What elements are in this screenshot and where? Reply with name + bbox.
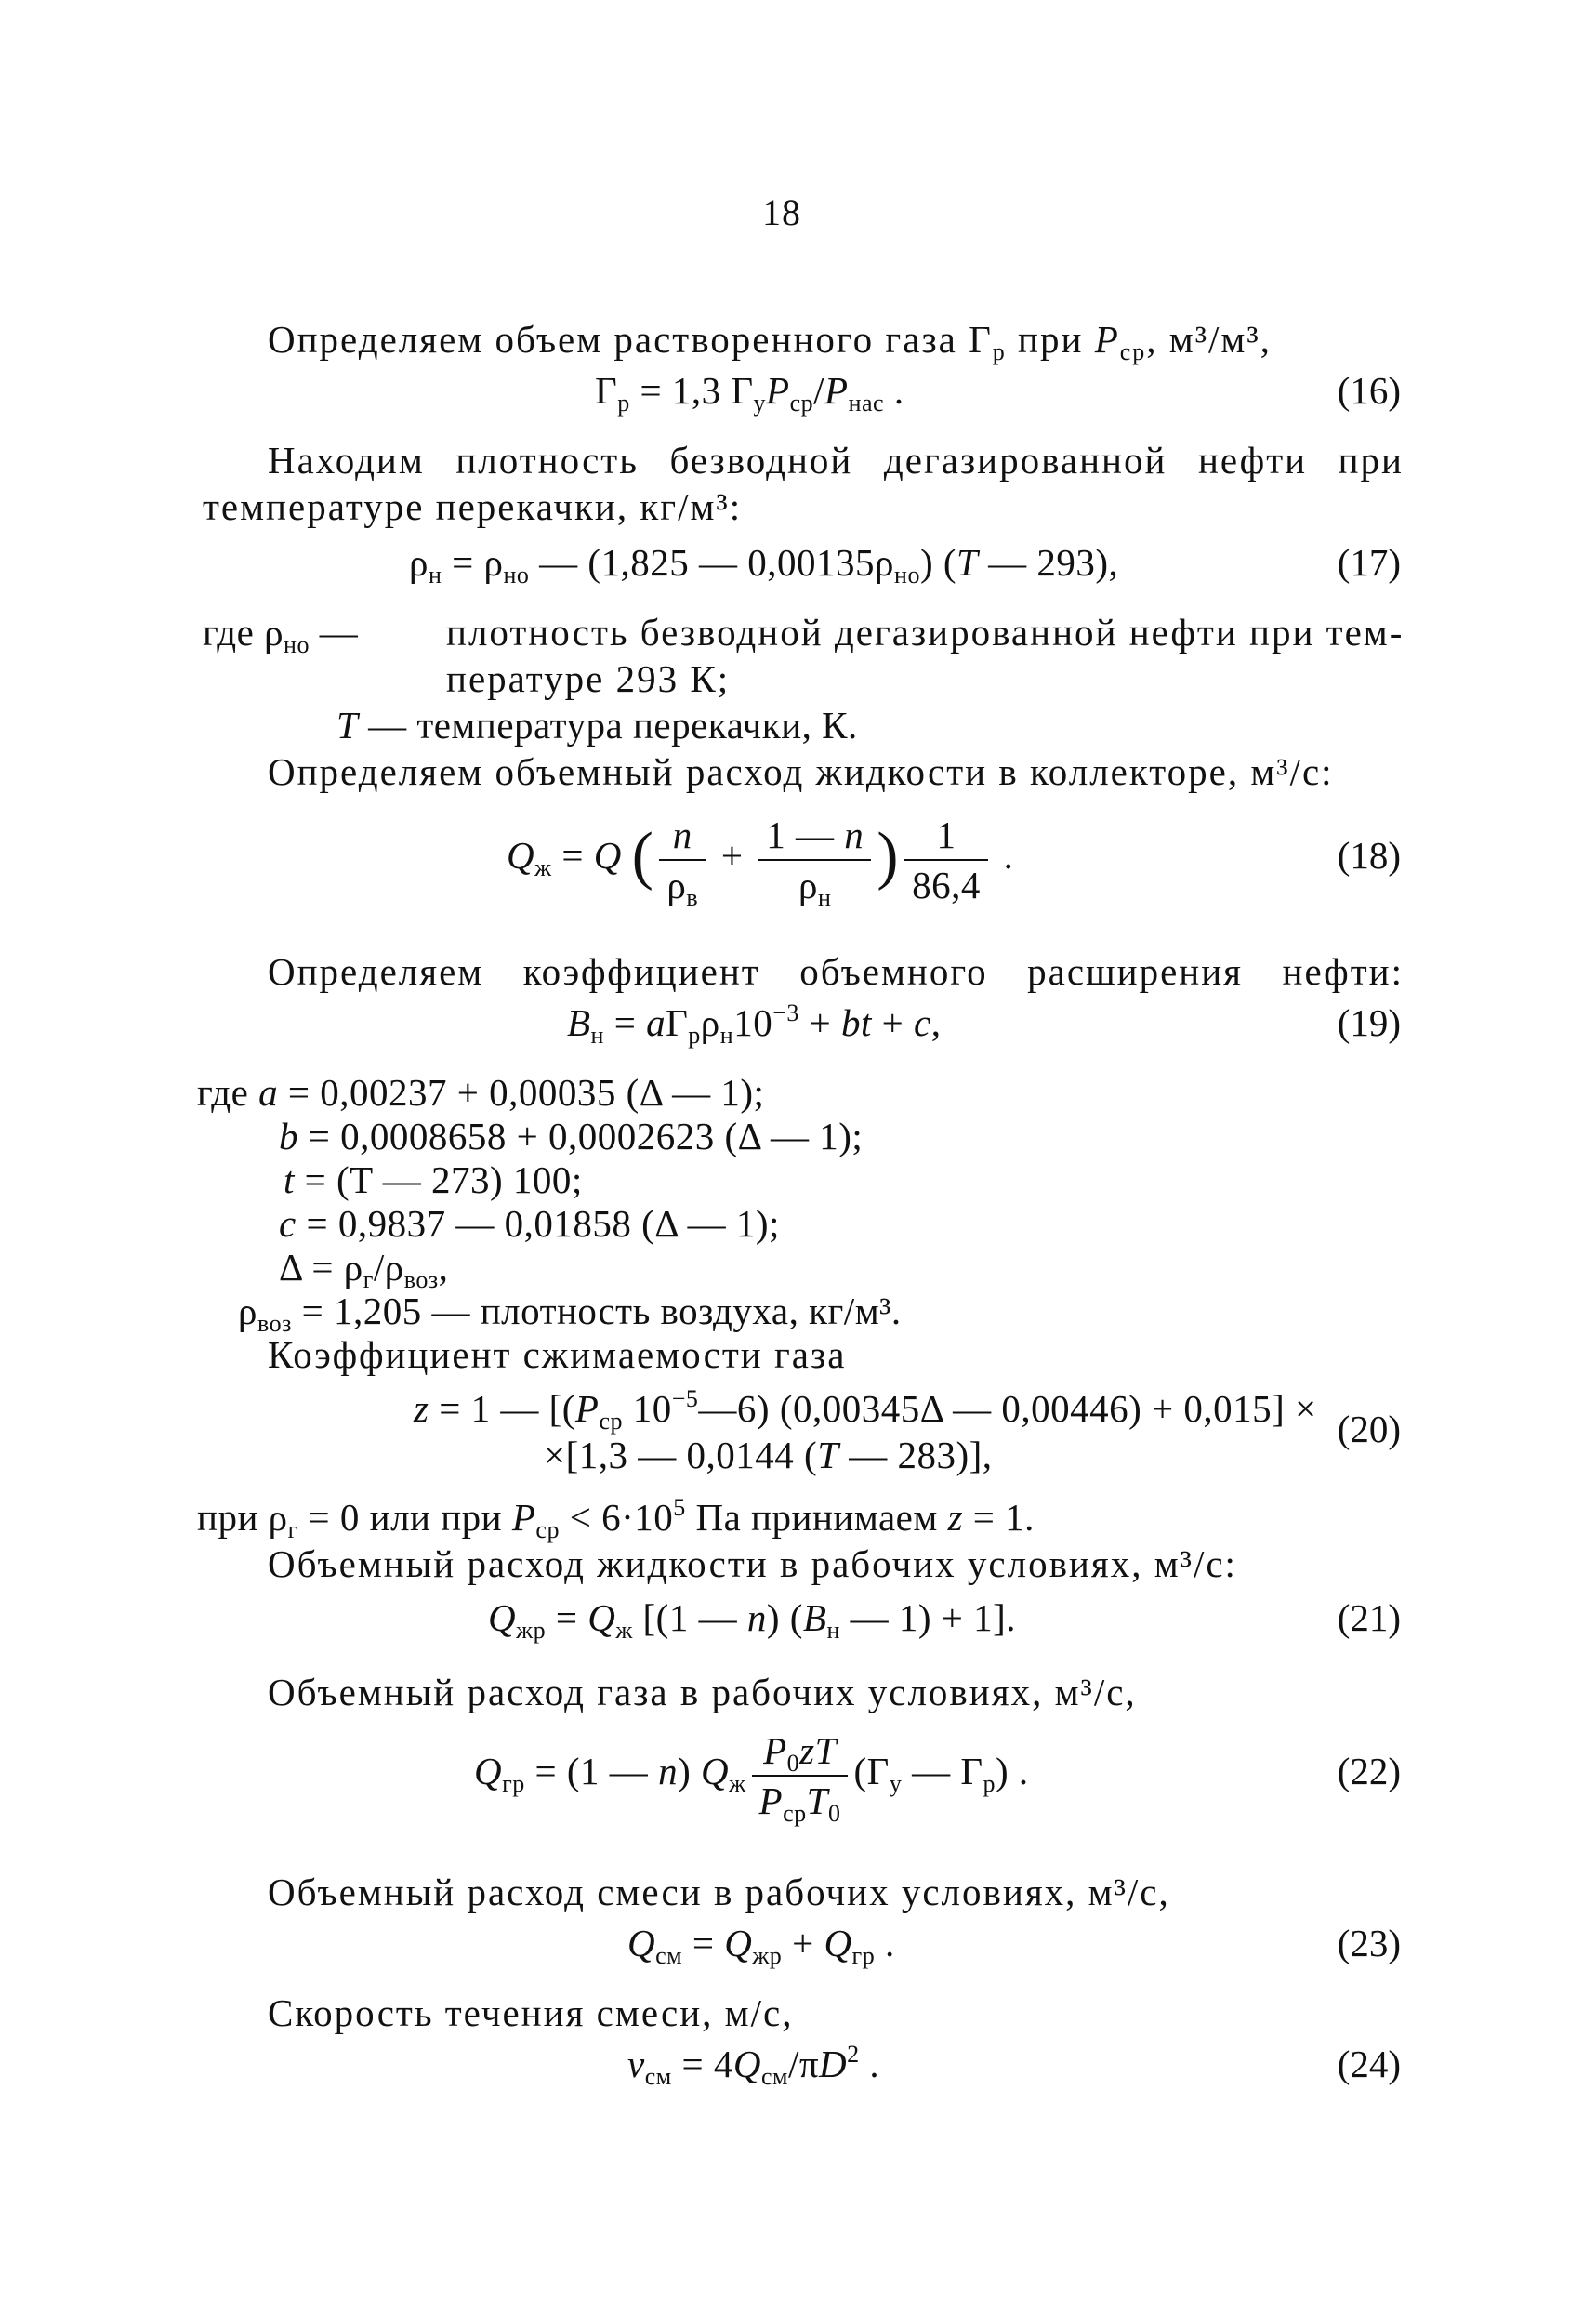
formula-20-line2: ×[1,3 — 0,0144 (T — 283)], xyxy=(544,1434,993,1476)
equation-number-21: (21) xyxy=(1337,1596,1401,1639)
def-c: c = 0,9837 — 0,01858 (Δ — 1); xyxy=(279,1202,780,1245)
equation-number-19: (19) xyxy=(1337,1001,1401,1044)
where-rho-text-line2: пературе 293 К; xyxy=(446,657,731,700)
paragraph-mixture-working: Объемный расход смеси в рабочих условиях, м³/с, xyxy=(268,1871,1170,1913)
formula-24: $v_{см} = 4Q_{см}/\pi D^2$ . xyxy=(627,2041,880,2090)
equation-number-23: (23) xyxy=(1337,1922,1401,1964)
formula-22: $Q_{гр} = (1$ — n) $Q_ж$ $\frac{P_0zT}{P_{ср}T_0}$ ($Г_у$ — $Г_р$) . xyxy=(474,1728,1029,1827)
formula-23: $Q_{см} = Q_{жр} + Q_{гр}$ . xyxy=(627,1922,895,1969)
paragraph-oil-density-line2: температуре перекачки, кг/м³: xyxy=(203,485,743,528)
formula-19: $B_н = aГ_р\rho_н10^{-3}$ + bt + c, xyxy=(567,999,942,1049)
page-number: 18 xyxy=(762,192,801,233)
paragraph-expansion-coef: Определяем коэффициент объемного расширения нефти: xyxy=(268,950,1404,993)
text: , м³/м³, xyxy=(1146,318,1272,361)
paragraph-dissolved-gas: Определяем объем растворенного газа $Г_р$ при $P_{ср}$, м³/м³, xyxy=(268,318,1272,365)
condition-line: при $\rho_г = 0$ или при $P_{ср} < 6\cdot 10^5$ Па принимаем z = 1. xyxy=(197,1494,1035,1543)
paragraph-oil-density-line1: Находим плотность безводной дегазированной нефти при xyxy=(268,439,1404,482)
def-a: где a = 0,00237 + 0,00035 (Δ — 1); xyxy=(197,1071,765,1114)
paragraph-liquid-flow: Определяем объемный расход жидкости в коллекторе, м³/с: xyxy=(268,750,1334,793)
equation-number-16: (16) xyxy=(1337,369,1401,412)
where-rho-text-line1: плотность безводной дегазированной нефти при тем- xyxy=(446,611,1405,654)
def-delta: $\Delta = \rho_г/\rho_{воз}$, xyxy=(279,1246,449,1293)
equation-number-18: (18) xyxy=(1337,834,1401,877)
paragraph-mixture-velocity: Скорость течения смеси, м/с, xyxy=(268,1991,794,2034)
equation-number-22: (22) xyxy=(1337,1750,1401,1792)
formula-17: $\rho_н = \rho_{но}$ — (1,825 — $0,00135\rho_{но}$) (T — 293), xyxy=(409,541,1119,588)
text: Определяем объем растворенного газа Г xyxy=(268,318,993,361)
formula-20-line1: z = 1 — [($P_{ср}$ $10^{-5}—6$) (0,00345Δ — 0,00446) + 0,015] × xyxy=(414,1385,1317,1435)
equation-number-17: (17) xyxy=(1337,541,1401,584)
def-b: b = 0,0008658 + 0,0002623 (Δ — 1); xyxy=(279,1115,864,1157)
formula-21: $Q_{жр} = Q_ж$ [(1 — n) ($B_н$ — 1) + 1]. xyxy=(488,1596,1017,1644)
where-rho-label: где $\rho_{но}$ — xyxy=(203,611,359,658)
paragraph-liquid-working: Объемный расход жидкости в рабочих условиях, м³/с: xyxy=(268,1542,1237,1585)
paragraph-compressibility: Коэффициент сжимаемости газа xyxy=(268,1333,847,1376)
text: при xyxy=(1006,318,1095,361)
subscript: р xyxy=(992,338,1007,365)
def-t: t = (T — 273) 100; xyxy=(284,1158,583,1201)
def-rho-air: $\rho_{воз} = 1,205$ — плотность воздуха, кг/м³. xyxy=(238,1289,902,1337)
formula-16: $Г_р = 1,3$ $Г_уP_{ср}/P_{нас}$ . xyxy=(595,369,904,417)
equation-number-24: (24) xyxy=(1337,2043,1401,2085)
where-T: T — температура перекачки, К. xyxy=(336,704,858,747)
formula-18: $Q_ж = Q$ ( $\frac{n}{\rho_в}$ + $\frac{1 — n}{\rho_н}$ ) $\frac{1}{86,4}$ . xyxy=(507,813,1014,911)
equation-number-20: (20) xyxy=(1337,1408,1401,1450)
paragraph-gas-working: Объемный расход газа в рабочих условиях, м³/с, xyxy=(268,1671,1137,1713)
